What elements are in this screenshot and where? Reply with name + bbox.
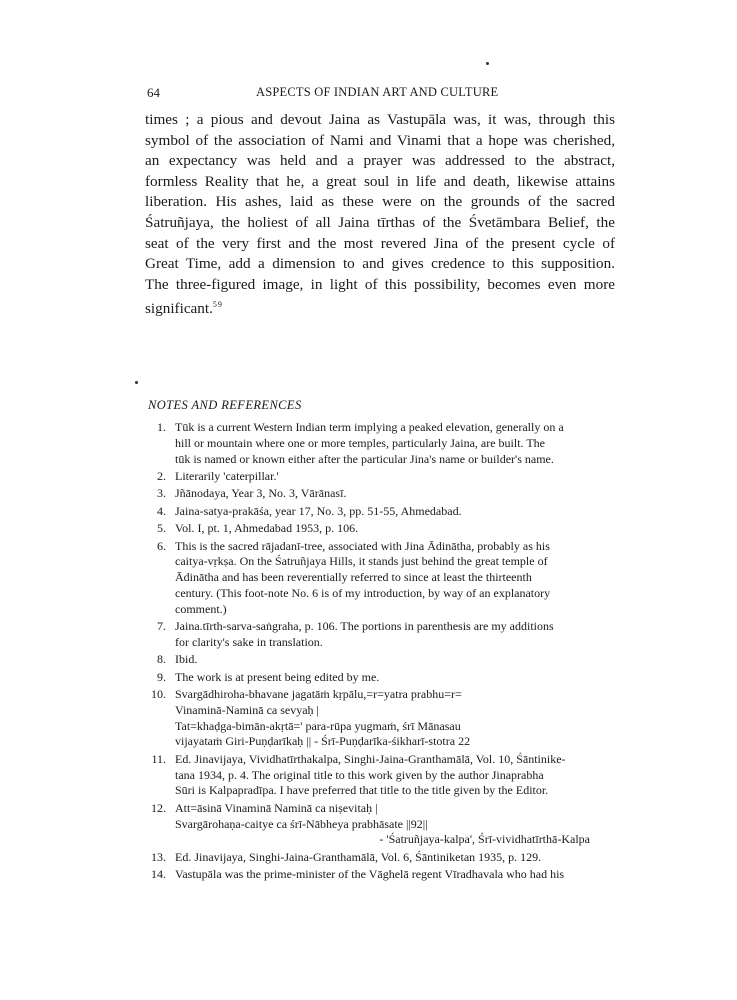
note-line: Ibid. <box>175 652 198 667</box>
note-number: 9. <box>157 669 166 684</box>
note-number: 10. <box>151 687 166 702</box>
note-line: Jaina-satya-prakāśa, year 17, No. 3, pp. 51-55, Ahmedabad. <box>175 503 462 518</box>
note-line: Literarily 'caterpillar.' <box>175 468 279 483</box>
body-paragraph <box>145 110 615 320</box>
note-line: Jaina.tīrth-sarva-saṅgraha, p. 106. The portions in parenthesis are my additions <box>175 619 554 634</box>
note-line: Att=āsinā Vinaminā Naminā ca niṣevitaḥ | <box>175 800 378 815</box>
note-item <box>148 850 614 866</box>
note-line: comment.) <box>175 601 227 616</box>
note-number: 8. <box>157 652 166 667</box>
note-number: 7. <box>157 619 166 634</box>
body-line: Śatruñjaya, the holiest of all Jaina tīrthas of the Śvetāmbara Belief, the <box>145 213 615 231</box>
note-line: Vinaminā-Naminā ca sevyaḥ | <box>175 702 319 717</box>
page-number: 64 <box>147 85 160 100</box>
body-line-last <box>145 295 615 320</box>
note-line: Svargārohaṇa-caitye ca śrī-Nābheya prabhāsate ||92|| <box>175 816 428 831</box>
note-item <box>148 687 614 750</box>
body-line: Great Time, add a dimension to and gives credence to this supposition. <box>145 255 615 273</box>
note-item <box>148 752 614 799</box>
speck-mark <box>135 381 138 384</box>
body-line: formless Reality that he, a great soul in life and death, likewise attains <box>145 172 615 190</box>
note-number: 12. <box>151 800 166 815</box>
note-number: 3. <box>157 486 166 501</box>
body-line: times ; a pious and devout Jaina as Vastupāla was, it was, through this <box>145 111 615 128</box>
body-line: The three-figured image, in light of this possibility, becomes even more <box>145 275 615 293</box>
note-number: 1. <box>157 420 166 434</box>
note-line: Sūri is Kalpapradīpa. I have preferred that title to the title given by the Editor. <box>175 783 549 798</box>
notes-list <box>148 420 614 885</box>
body-line: an expectancy was held and a prayer was addressed to the abstract, <box>145 152 615 170</box>
note-item <box>148 652 614 668</box>
note-number: 13. <box>151 849 166 864</box>
note-line: Ed. Jinavijaya, Vividhatīrthakalpa, Singhi-Jaina-Granthamālā, Vol. 10, Śāntinike- <box>175 751 566 766</box>
note-item <box>148 469 614 485</box>
note-item <box>148 486 614 502</box>
note-line: The work is at present being edited by me. <box>175 669 380 684</box>
note-line: Ādinātha and has been reverentially referred to since at least the thirteenth <box>175 570 532 585</box>
note-line: Vastupāla was the prime-minister of the Vāghelā regent Vīradhavala who had his <box>175 867 565 882</box>
note-line: hill or mountain where one or more temples, particularly Jaina, are built. The <box>175 435 545 450</box>
body-line: symbol of the association of Nami and Vinami that a hope was cherished, <box>145 131 615 149</box>
body-line: seat of the very first and the most revered Jina of the present cycle of <box>145 234 615 252</box>
note-line: tana 1934, p. 4. The original title to this work given by the author Jinaprabha <box>175 767 544 782</box>
note-number: 4. <box>157 503 166 518</box>
speck-mark <box>486 62 489 65</box>
note-line: Vol. I, pt. 1, Ahmedabad 1953, p. 106. <box>175 521 359 536</box>
note-line: This is the sacred rājadanī-tree, associated with Jina Ādinātha, probably as his <box>175 538 550 553</box>
note-number: 11. <box>151 751 166 766</box>
note-line: vijayataṁ Giri-Puṇḍarīkaḥ || - Śrī-Puṇḍarīka-śikharī-stotra 22 <box>175 734 471 749</box>
note-number: 14. <box>151 867 166 882</box>
note-item <box>148 420 614 467</box>
note-item <box>148 521 614 537</box>
footnote-reference: 59 <box>212 300 223 310</box>
note-line: Svargādhiroha-bhavane jagatāṁ kṛpālu,=r=yatra prabhu=r= <box>175 687 462 702</box>
note-line: - 'Śatruñjaya-kalpa', Śrī-vividhatīrthā-Kalpa <box>379 832 590 847</box>
note-number: 5. <box>157 521 166 536</box>
note-number: 6. <box>157 538 166 553</box>
note-line: tūk is named or known either after the particular Jina's name or builder's name. <box>175 451 554 466</box>
note-line: century. (This foot-note No. 6 is of my introduction, by way of an explanatory <box>175 585 551 600</box>
body-line: liberation. His ashes, laid as these were on the grounds of the sacred <box>145 193 615 211</box>
note-line: Jñānodaya, Year 3, No. 3, Vārānasī. <box>175 486 347 501</box>
note-item <box>148 619 614 651</box>
note-item <box>148 801 614 848</box>
note-item <box>148 504 614 520</box>
notes-heading: NOTES AND REFERENCES <box>148 398 302 412</box>
note-line: Ed. Jinavijaya, Singhi-Jaina-Granthamālā, Vol. 6, Śāntiniketan 1935, p. 129. <box>175 849 542 864</box>
note-item <box>148 539 614 618</box>
note-line: for clarity's sake in translation. <box>175 634 323 649</box>
note-number: 2. <box>157 468 166 483</box>
note-line: Tat=khaḍga-bimān-akṛtā=' para-rūpa yugmaṁ, śrī Mānasau <box>175 718 461 733</box>
note-item <box>148 670 614 686</box>
running-head: ASPECTS OF INDIAN ART AND CULTURE <box>256 85 499 99</box>
note-line: Tūk is a current Western Indian term implying a peaked elevation, generally on a <box>175 420 564 434</box>
note-line: caitya-vṛkṣa. On the Śatruñjaya Hills, it stands just behind the great temple of <box>175 554 548 569</box>
body-line: significant. <box>145 300 213 318</box>
note-item <box>148 867 614 883</box>
